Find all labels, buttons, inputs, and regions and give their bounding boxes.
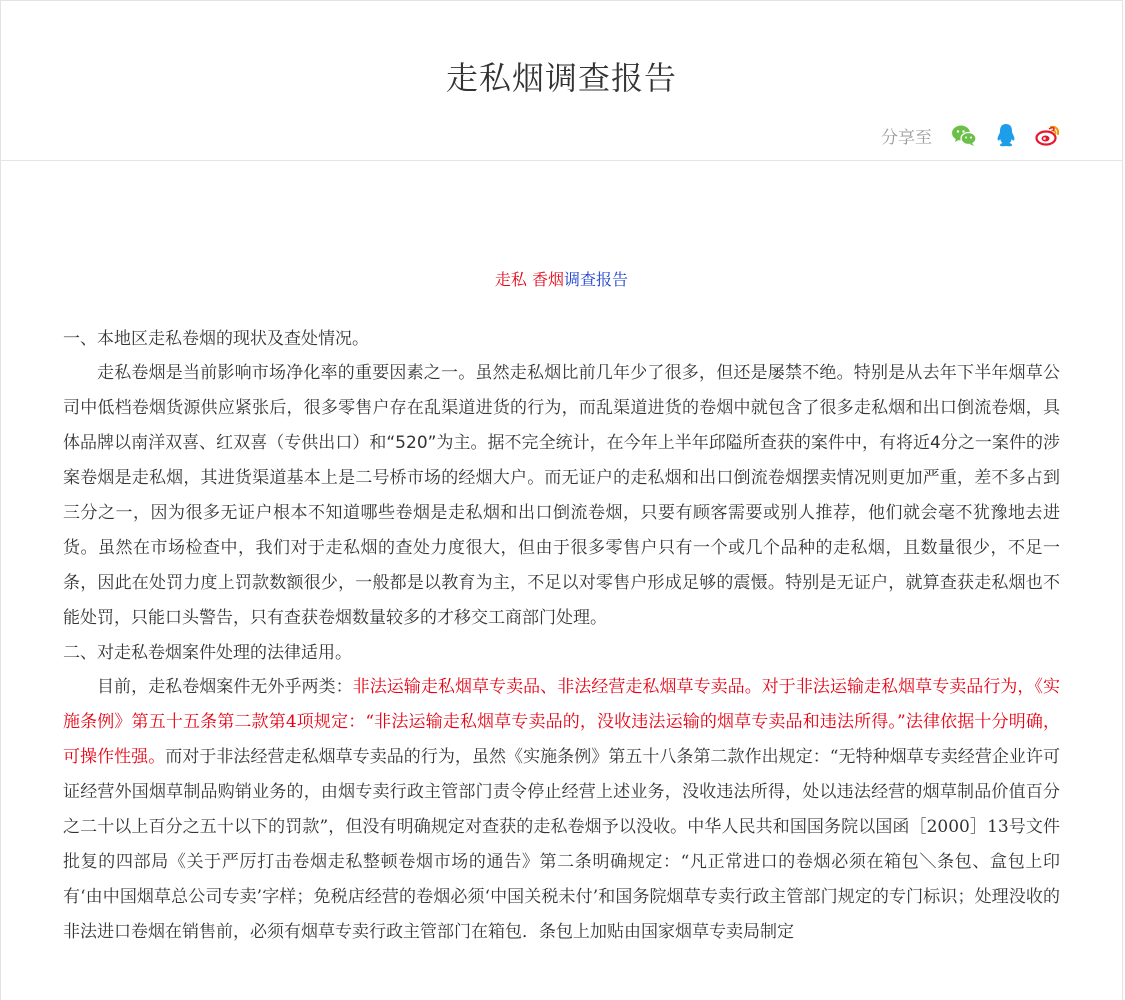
wechat-icon[interactable] — [950, 121, 978, 149]
subtitle-part-red-link[interactable]: 香烟 — [532, 270, 565, 289]
section2-rest: 而对于非法经营走私烟草专卖品的行为，虽然《实施条例》第五十八条第二款作出规定：“无特种烟草专卖经营企业许可证经营外国烟草制品购销业务的，由烟专卖行政主管部门责令停止经营上述业务，没收违法所得，处以违法经营的烟草制品价值百分之二十以上百分之五十以下的罚款”，但没有明确规定对查获的走私卷烟予以没收。中华人民共和国国务院以国函［2000］13号文件批复的四部局《关于严厉打击卷烟走私整顿卷烟市场的通告》第二条明确规定：“凡正常进口的卷烟必须在箱包＼条包、盒包上印有‘由中国烟草总公司专卖’字样；免税店经营的卷烟必须‘中国关税未付’和国务院烟草专卖行政主管部门规定的专门标识；处理没收的非法进口卷烟在销售前，必须有烟草专卖行政主管部门在箱包．条包上加贴由国家烟草专卖局制定 — [63, 747, 1060, 942]
section1-heading: 一、本地区走私卷烟的现状及查处情况。 — [63, 329, 369, 349]
section1-paragraph: 走私卷烟是当前影响市场净化率的重要因素之一。虽然走私烟比前几年少了很多，但还是屡禁不绝。特别是从去年下半年烟草公司中低档卷烟货源供应紧张后，很多零售户存在乱渠道进货的行为，而乱渠道进货的卷烟中就包含了很多走私烟和出口倒流卷烟，具体品牌以南洋双喜、红双喜（专供出口）和“520”为主。据不完全统计，在今年上半年邱隘所查获的案件中，有将近4分之一案件的涉案卷烟是走私烟，其进货渠道基本上是二号桥市场的经烟大户。而无证户的走私烟和出口倒流卷烟摆卖情况则更加严重，差不多占到三分之一，因为很多无证户根本不知道哪些卷烟是走私烟和出口倒流卷烟，只要有顾客需要或别人推荐，他们就会毫不犹豫地去进货。虽然在市场检查中，我们对于走私烟的查处力度很大，但由于很多零售户只有一个或几个品种的走私烟，且数量很少，不足一条，因此在处罚力度上罚款数额很少，一般都是以教育为主，不足以对零售户形成足够的震慑。特别是无证户，就算查获走私烟也不能处罚，只能口头警告，只有查获卷烟数量较多的才移交工商部门处理。 — [63, 363, 1060, 628]
section2-heading: 二、对走私卷烟案件处理的法律适用。 — [63, 643, 352, 663]
share-bar — [881, 121, 1062, 149]
weibo-icon[interactable] — [1034, 121, 1062, 149]
article-header — [1, 1, 1122, 161]
subtitle-part-red: 走私 — [494, 270, 527, 289]
qq-icon[interactable] — [992, 121, 1020, 149]
share-label: 分享至 — [881, 127, 932, 148]
section2-intro: 目前，走私卷烟案件无外乎两类： — [97, 677, 353, 697]
section2-red-text: 非法运输走私烟草专卖品、非法经营走私烟草专卖品。对于非法运输走私烟草专卖品行为，《实施条例》第五十五条第二款第4项规定：“非法运输走私烟草专卖品的，没收违法运输的烟草专卖品和违法所得。”法律依据十分明确，可操作性强。 — [63, 677, 1061, 767]
page-title: 走私烟调查报告 — [445, 59, 677, 97]
article-subtitle — [63, 267, 1060, 290]
subtitle-part-blue-link[interactable]: 调查报告 — [564, 270, 629, 289]
article-content — [1, 267, 1122, 950]
section2-paragraph — [63, 670, 1060, 950]
